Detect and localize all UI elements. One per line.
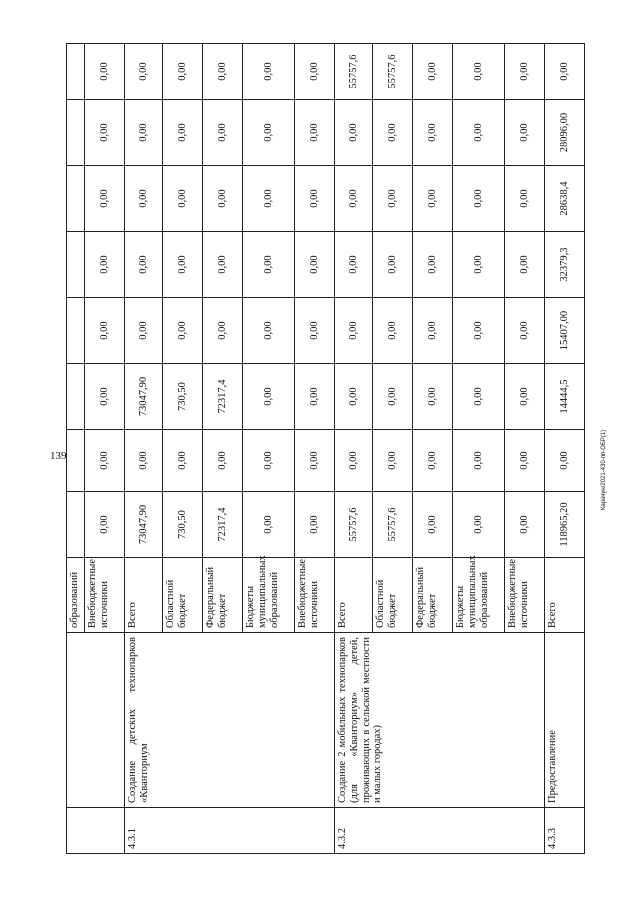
amount-cell: 0,00 (243, 100, 295, 166)
amount-cell: 0,00 (505, 430, 545, 492)
amount-cell: 0,00 (413, 44, 453, 100)
amount-cell: 0,00 (335, 166, 373, 232)
amount-cell: 0,00 (163, 44, 203, 100)
amount-cell: 0,00 (203, 232, 243, 298)
amount-cell: 0,00 (85, 364, 125, 430)
table-row (125, 44, 163, 854)
amount-cell: 730,50 (163, 492, 203, 558)
amount-cell: 0,00 (85, 232, 125, 298)
funding-source: Внебюджетные источники (85, 558, 125, 633)
amount-cell: 0,00 (163, 100, 203, 166)
funding-source: Федеральный бюджет (203, 558, 243, 633)
amount-cell: 0,00 (335, 430, 373, 492)
row-title: Предоставление (545, 633, 585, 808)
amount-cell: 118965,20 (545, 492, 585, 558)
amount-cell: 0,00 (453, 166, 505, 232)
amount-cell: 0,00 (373, 364, 413, 430)
amount-cell: 0,00 (335, 298, 373, 364)
funding-source: Бюджеты муниципальных образований (243, 558, 295, 633)
amount-cell: 0,00 (413, 166, 453, 232)
amount-cell: 730,50 (163, 364, 203, 430)
amount-cell (67, 100, 85, 166)
funding-source: Федеральный бюджет (413, 558, 453, 633)
amount-cell: 0,00 (203, 166, 243, 232)
amount-cell: 0,00 (505, 364, 545, 430)
page-number: 139 (50, 450, 67, 462)
amount-cell: 0,00 (163, 166, 203, 232)
amount-cell: 0,00 (85, 298, 125, 364)
amount-cell: 15407,00 (545, 298, 585, 364)
amount-cell: 0,00 (545, 430, 585, 492)
amount-cell (67, 298, 85, 364)
amount-cell: 55757,6 (373, 492, 413, 558)
table-row (335, 44, 373, 854)
amount-cell: 73047,90 (125, 492, 163, 558)
amount-cell (67, 430, 85, 492)
amount-cell: 0,00 (243, 492, 295, 558)
amount-cell: 14444,5 (545, 364, 585, 430)
amount-cell: 0,00 (335, 232, 373, 298)
amount-cell: 0,00 (125, 44, 163, 100)
amount-cell: 0,00 (295, 100, 335, 166)
amount-cell: 55757,6 (373, 44, 413, 100)
amount-cell: 0,00 (413, 298, 453, 364)
budget-table (66, 43, 585, 854)
amount-cell: 0,00 (125, 430, 163, 492)
amount-cell: 0,00 (373, 100, 413, 166)
amount-cell: 0,00 (295, 166, 335, 232)
amount-cell: 0,00 (163, 298, 203, 364)
funding-source: Внебюджетные источники (505, 558, 545, 633)
amount-cell: 0,00 (453, 492, 505, 558)
amount-cell: 0,00 (125, 232, 163, 298)
amount-cell: 0,00 (125, 100, 163, 166)
amount-cell: 0,00 (505, 44, 545, 100)
amount-cell: 0,00 (453, 100, 505, 166)
amount-cell: 0,00 (125, 298, 163, 364)
amount-cell: 0,00 (413, 100, 453, 166)
amount-cell: 0,00 (85, 492, 125, 558)
amount-cell: 28096,00 (545, 100, 585, 166)
funding-source: Бюджеты муниципальных образований (453, 558, 505, 633)
amount-cell: 0,00 (335, 100, 373, 166)
amount-cell: 0,00 (203, 298, 243, 364)
amount-cell (67, 492, 85, 558)
amount-cell: 0,00 (203, 44, 243, 100)
amount-cell: 0,00 (243, 232, 295, 298)
amount-cell (67, 166, 85, 232)
amount-cell: 55757,6 (335, 44, 373, 100)
amount-cell: 0,00 (453, 232, 505, 298)
amount-cell: 0,00 (243, 298, 295, 364)
amount-cell: 0,00 (243, 430, 295, 492)
amount-cell: 0,00 (545, 44, 585, 100)
amount-cell: 0,00 (85, 166, 125, 232)
amount-cell: 0,00 (243, 44, 295, 100)
amount-cell: 55757,6 (335, 492, 373, 558)
document-code: Карачун/2021-430-пп-ОБР(1) (601, 429, 607, 511)
amount-cell: 0,00 (295, 298, 335, 364)
amount-cell: 0,00 (373, 166, 413, 232)
amount-cell: 0,00 (163, 430, 203, 492)
amount-cell: 0,00 (413, 492, 453, 558)
amount-cell: 0,00 (373, 298, 413, 364)
amount-cell: 0,00 (335, 364, 373, 430)
amount-cell: 0,00 (505, 232, 545, 298)
amount-cell: 0,00 (163, 232, 203, 298)
amount-cell: 0,00 (243, 364, 295, 430)
amount-cell: 0,00 (125, 166, 163, 232)
amount-cell: 28638,4 (545, 166, 585, 232)
amount-cell (67, 364, 85, 430)
amount-cell: 0,00 (453, 430, 505, 492)
amount-cell: 0,00 (203, 100, 243, 166)
amount-cell: 0,00 (413, 430, 453, 492)
row-title: Создание детских технопарков «Кванториум (125, 633, 335, 808)
table-row (67, 44, 85, 854)
amount-cell: 0,00 (505, 166, 545, 232)
amount-cell: 0,00 (505, 100, 545, 166)
amount-cell: 0,00 (373, 232, 413, 298)
amount-cell: 0,00 (295, 232, 335, 298)
row-title: Создание 2 мобильных технопарков (для «Кванториум» детей, проживающих в сельской местности и малых городах) (335, 633, 545, 808)
budget-table-rotated (66, 44, 570, 854)
amount-cell: 0,00 (453, 364, 505, 430)
amount-cell: 72317,4 (203, 364, 243, 430)
row-title (67, 633, 125, 808)
funding-source: Всего (545, 558, 585, 633)
row-id (67, 808, 125, 854)
funding-source: Внебюджетные источники (295, 558, 335, 633)
amount-cell: 0,00 (413, 232, 453, 298)
row-id: 4.3.1 (125, 808, 335, 854)
row-id: 4.3.3 (545, 808, 585, 854)
amount-cell: 0,00 (243, 166, 295, 232)
table-row (545, 44, 585, 854)
funding-source: Всего (125, 558, 163, 633)
funding-source: Областной бюджет (373, 558, 413, 633)
amount-cell: 0,00 (413, 364, 453, 430)
funding-source: образований (67, 558, 85, 633)
amount-cell (67, 232, 85, 298)
amount-cell: 0,00 (295, 364, 335, 430)
amount-cell: 0,00 (85, 44, 125, 100)
amount-cell: 73047,90 (125, 364, 163, 430)
amount-cell: 0,00 (373, 430, 413, 492)
amount-cell: 32379,3 (545, 232, 585, 298)
amount-cell: 0,00 (85, 100, 125, 166)
amount-cell: 0,00 (453, 44, 505, 100)
row-id: 4.3.2 (335, 808, 545, 854)
funding-source: Всего (335, 558, 373, 633)
amount-cell: 0,00 (295, 492, 335, 558)
amount-cell: 72317,4 (203, 492, 243, 558)
amount-cell: 0,00 (295, 44, 335, 100)
amount-cell (67, 44, 85, 100)
amount-cell: 0,00 (505, 492, 545, 558)
amount-cell: 0,00 (295, 430, 335, 492)
amount-cell: 0,00 (453, 298, 505, 364)
amount-cell: 0,00 (505, 298, 545, 364)
amount-cell: 0,00 (85, 430, 125, 492)
funding-source: Областной бюджет (163, 558, 203, 633)
amount-cell: 0,00 (203, 430, 243, 492)
